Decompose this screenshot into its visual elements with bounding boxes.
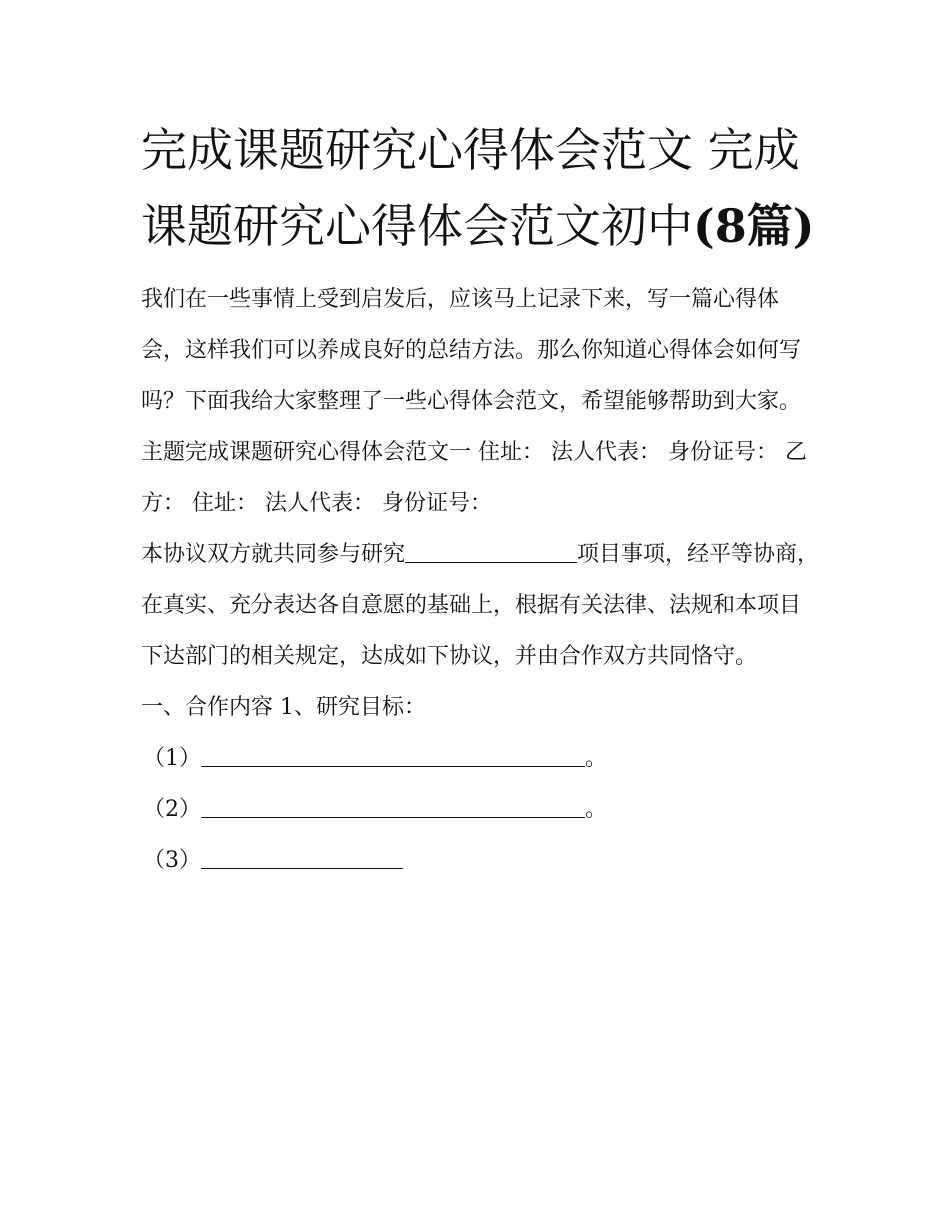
project-name-blank [405,538,577,563]
parties-paragraph: 主题完成课题研究心得体会范文一 住址： 法人代表： 身份证号： 乙方： 住址： 法人代表： 身份证号： [141,440,807,516]
goal-item-blank [201,844,403,869]
agreement-suffix: 项目事项，经平等协商，在真实、充分表达各自意愿的基础上，根据有关法律、法规和本项目下达部门的相关规定，达成如下协议，并由合作双方共同恪守。 [141,542,820,669]
intro-paragraph: 我们在一些事情上受到启发后，应该马上记录下来，写一篇心得体会，这样我们可以养成良好的总结方法。那么你知道心得体会如何写吗？下面我给大家整理了一些心得体会范文，希望能够帮助到大家。 [141,287,802,414]
title-main: 完成课题研究心得体会范文 完成课题研究心得体会范文初中 [141,123,800,253]
goal-item-blank [201,742,585,767]
title-count: (8篇) [693,199,815,253]
section-heading: 一、合作内容 1、研究目标： [141,695,426,720]
goal-item-2 [141,784,821,835]
document-page [141,112,821,886]
goal-item-end: 。 [585,797,608,822]
goal-item-label: （2） [143,797,201,822]
document-title [141,112,821,264]
goal-item-1 [141,733,821,784]
agreement-prefix: 本协议双方就共同参与研究 [141,542,406,567]
goal-item-end: 。 [585,746,608,771]
agreement-paragraph [141,529,821,682]
goal-item-label: （3） [143,848,201,873]
goal-item-label: （1） [143,746,201,771]
goal-item-3 [141,835,821,886]
goal-item-blank [201,793,585,818]
